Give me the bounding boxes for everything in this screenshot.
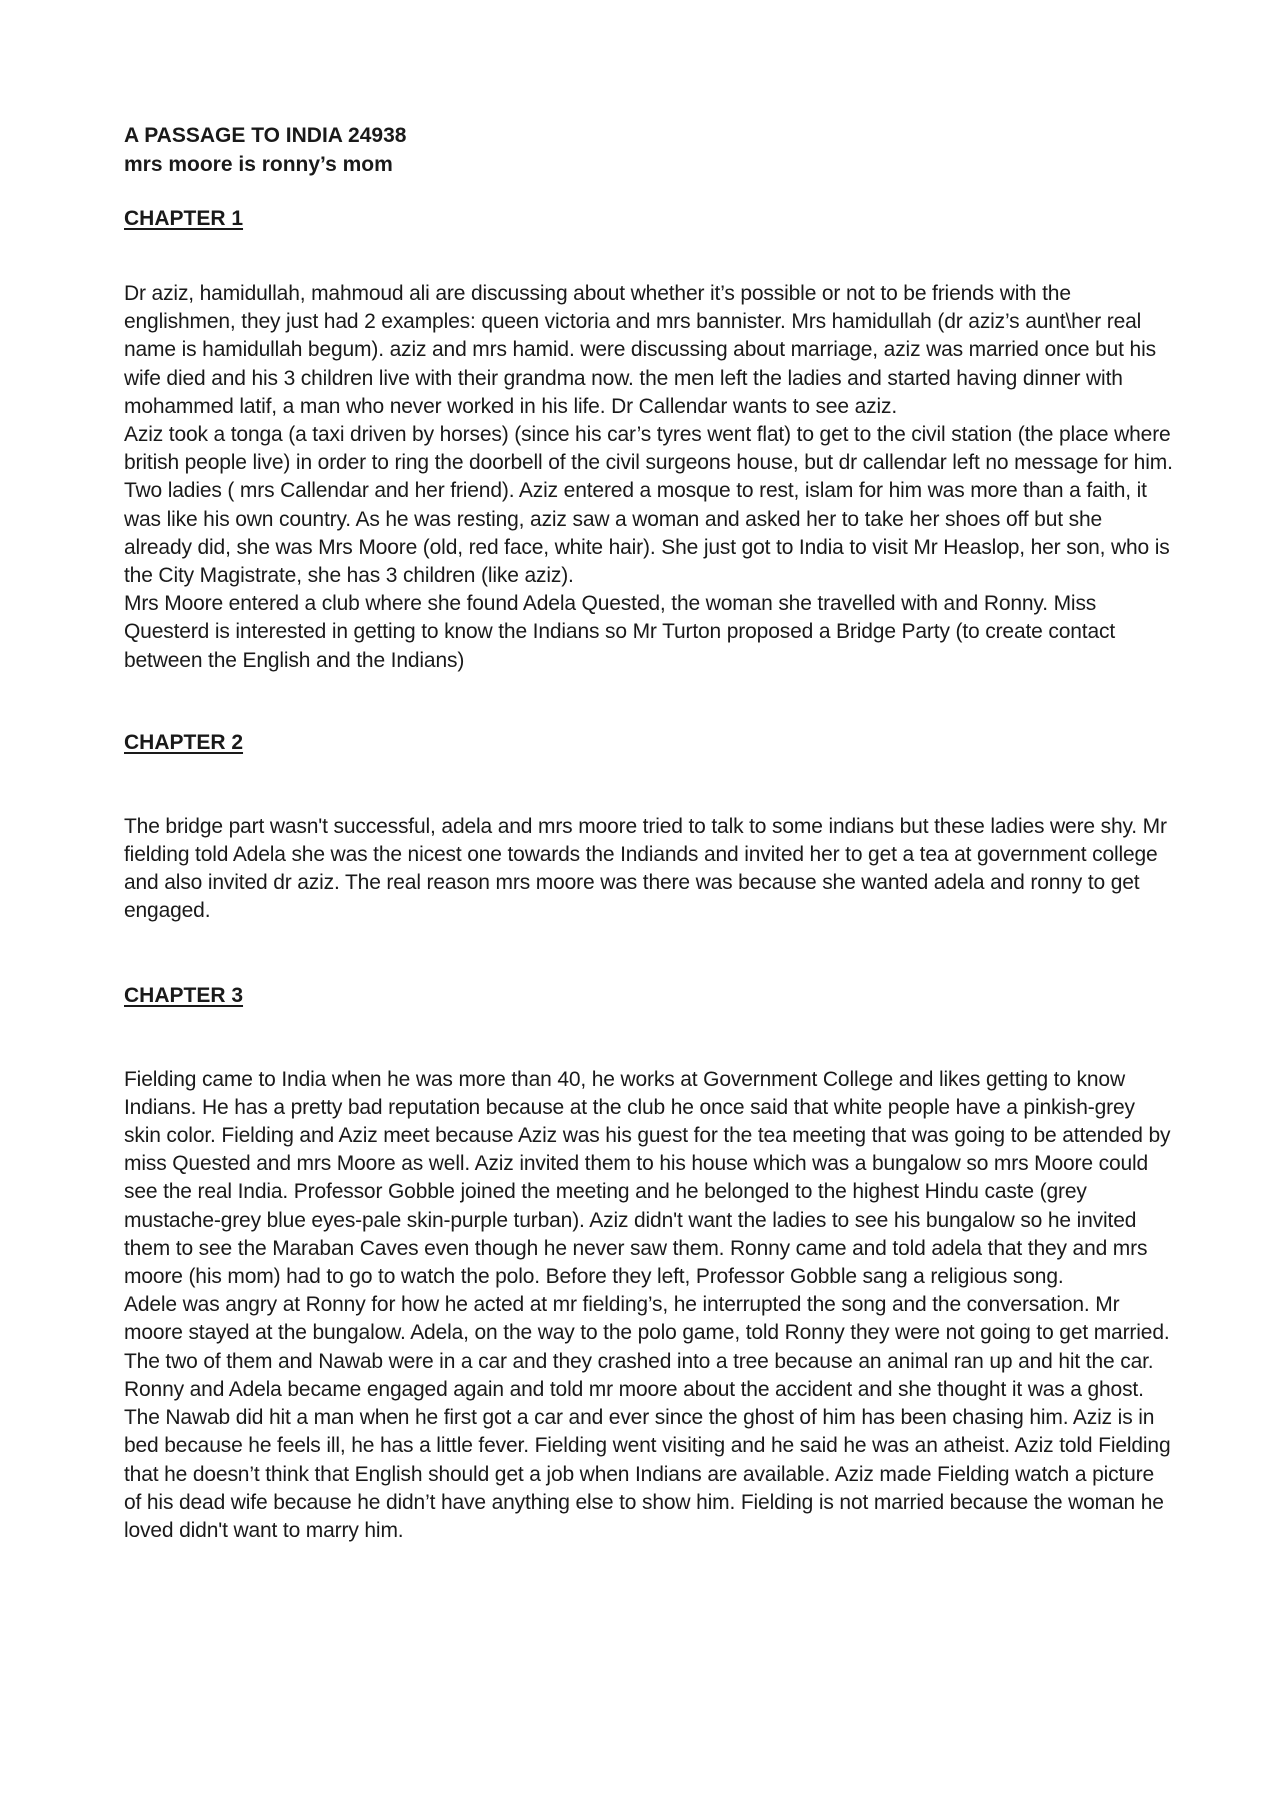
chapter-2-paragraph-1: The bridge part wasn't successful, adela and mrs moore tried to talk to some indians but these ladies were shy. Mr fielding told Adela she was the nicest one towards the Indiands and invited her to get a tea at government college and also invited dr aziz. The real reason mrs moore was there was because she wanted adela and ronny to get engaged.	[124, 814, 1167, 923]
chapter-1-paragraph-1: Dr aziz, hamidullah, mahmoud ali are discussing about whether it’s possible or not to be friends with the englishmen, they just had 2 examples: queen victoria and mrs bannister. Mrs hamidullah (dr aziz’s aunt\her real name is hamidullah begum). aziz and mrs hamid. were discussing about marriage, aziz was married once but his wife died and his 3 children live with their grandma now. the men left the ladies and started having dinner with mohammed latif, a man who never worked in his life. Dr Callendar wants to see aziz.	[124, 282, 1156, 418]
chapter-3-paragraph-1: Fielding came to India when he was more than 40, he works at Government College and likes getting to know Indians. He has a pretty bad reputation because at the club he once said that white people have a pinkish-grey skin color. Fielding and Aziz meet because Aziz was his guest for the tea meeting that was going to be attended by miss Quested and mrs Moore as well. Aziz invited them to his house which was a bungalow so mrs Moore could see the real India. Professor Gobble joined the meeting and he belonged to the highest Hindu caste (grey mustache-grey blue eyes-pale skin-purple turban). Aziz didn't want the ladies to see his bungalow so he invited them to see the Maraban Caves even though he never saw them. Ronny came and told adela that they and mrs moore (his mom) had to go to watch the polo. Before they left, Professor Gobble sang a religious song.	[124, 1067, 1171, 1289]
chapter-1-paragraph-3: Mrs Moore entered a club where she found Adela Quested, the woman she travelled with and Ronny. Miss Questerd is interested in getting to know the Indians so Mr Turton proposed a Bridge Party (to create contact between the English and the Indians)	[124, 592, 1116, 672]
document-page	[124, 121, 1174, 1545]
chapter-1-paragraph-2: Aziz took a tonga (a taxi driven by horses) (since his car’s tyres went flat) to get to the civil station (the place where british people live) in order to ring the doorbell of the civil surgeons house, but dr callendar left no message for him. Two ladies ( mrs Callendar and her friend). Aziz entered a mosque to rest, islam for him was more than a faith, it was like his own country. As he was resting, aziz saw a woman and asked her to take her shoes off but she already did, she was Mrs Moore (old, red face, white hair). She just got to India to visit Mr Heaslop, her son, who is the City Magistrate, she has 3 children (like aziz).	[124, 423, 1173, 588]
chapter-2-heading: CHAPTER 2	[124, 730, 244, 754]
document-subtitle: mrs moore is ronny’s mom	[124, 153, 393, 176]
chapter-3-paragraph-2: Adele was angry at Ronny for how he acted at mr fielding’s, he interrupted the song and the conversation. Mr moore stayed at the bungalow. Adela, on the way to the polo game, told Ronny they were not going to get married. The two of them and Nawab were in a car and they crashed into a tree because an animal ran up and hit the car. Ronny and Adela became engaged again and told mr moore about the accident and she thought it was a ghost.	[124, 1293, 1170, 1401]
chapter-2-body	[124, 813, 1174, 926]
chapter-1-heading: CHAPTER 1	[124, 207, 244, 230]
chapter-3-heading: CHAPTER 3	[124, 983, 244, 1007]
chapter-1-body	[124, 280, 1174, 675]
chapter-3-body	[124, 1066, 1174, 1545]
document-title: A PASSAGE TO INDIA 24938	[124, 124, 407, 147]
chapter-3-paragraph-3: The Nawab did hit a man when he first got a car and ever since the ghost of him has been chasing him. Aziz is in bed because he feels ill, he has a little fever. Fielding went visiting and he said he was an atheist. Aziz told Fielding that he doesn’t think that English should get a job when Indians are available. Aziz made Fielding watch a picture of his dead wife because he didn’t have anything else to show him. Fielding is not married because the woman he loved didn't want to marry him.	[124, 1406, 1171, 1542]
